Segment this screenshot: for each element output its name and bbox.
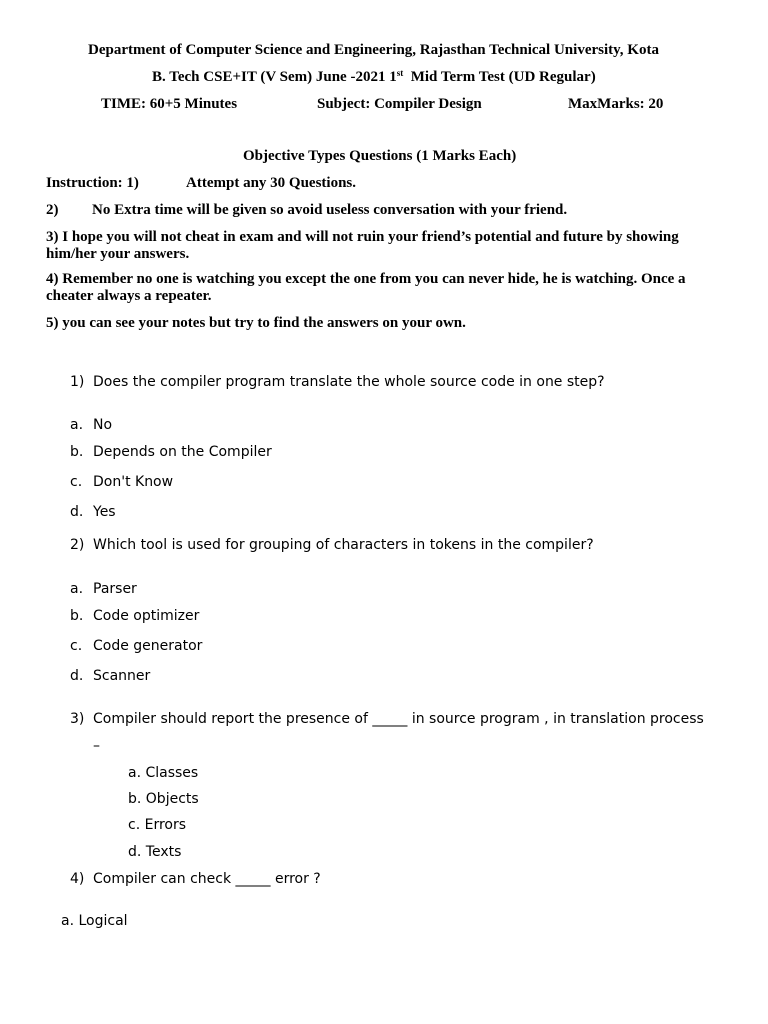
q2-option-d: Scanner — [93, 668, 151, 684]
q1-option-a: No — [93, 417, 113, 433]
q2-option-c-label: c. — [70, 638, 83, 654]
q2-option-a-label: a. — [70, 581, 84, 597]
q1-option-d: Yes — [93, 504, 116, 520]
question-1-number: 1) — [70, 374, 85, 390]
course-line-main: B. Tech CSE+IT (V Sem) June -2021 1 — [152, 69, 397, 85]
q3-option-b: b. Objects — [128, 791, 199, 807]
instruction-3: 3) I hope you will not cheat in exam and will not ruin your friend’s potential and future by showing him/her your answers. — [46, 229, 679, 262]
subject-label: Subject: Compiler Design — [317, 96, 482, 112]
q1-option-c: Don't Know — [93, 474, 174, 490]
instruction-2-text: No Extra time will be given so avoid useless conversation with your friend. — [92, 202, 568, 218]
q2-option-d-label: d. — [70, 668, 84, 684]
q1-option-c-label: c. — [70, 474, 83, 490]
course-line — [152, 69, 596, 86]
q1-option-a-label: a. — [70, 417, 84, 433]
section-title: Objective Types Questions (1 Marks Each) — [243, 148, 517, 164]
time-label: TIME: 60+5 Minutes — [101, 96, 238, 112]
question-2-number: 2) — [70, 537, 85, 553]
instruction-2-label: 2) — [46, 202, 59, 218]
question-3-number: 3) — [70, 711, 85, 727]
question-1-text: Does the compiler program translate the whole source code in one step? — [93, 374, 605, 390]
instruction-1-text: Attempt any 30 Questions. — [186, 175, 357, 191]
q1-option-b: Depends on the Compiler — [93, 444, 272, 460]
question-4-number: 4) — [70, 871, 85, 887]
question-4-text: Compiler can check _____ error ? — [93, 871, 321, 887]
q2-option-a: Parser — [93, 581, 137, 597]
q2-option-c: Code generator — [93, 638, 203, 654]
department-heading: Department of Computer Science and Engineering, Rajasthan Technical University, Kota — [88, 42, 659, 58]
q3-option-a: a. Classes — [128, 765, 199, 781]
q2-option-b: Code optimizer — [93, 608, 200, 624]
q1-option-d-label: d. — [70, 504, 84, 520]
instruction-1-label: Instruction: 1) — [46, 175, 139, 191]
q3-option-d: d. Texts — [128, 844, 182, 860]
q3-option-c: c. Errors — [128, 817, 187, 833]
course-line-rest: Mid Term Test (UD Regular) — [410, 69, 596, 85]
course-line-sup: st — [396, 68, 404, 78]
q1-option-b-label: b. — [70, 444, 84, 460]
q4-option-a: a. Logical — [61, 913, 128, 929]
q2-option-b-label: b. — [70, 608, 84, 624]
question-3-text-continued: – — [93, 738, 100, 754]
question-3-text: Compiler should report the presence of _____ in source program , in translation process — [93, 711, 704, 727]
max-marks-label: MaxMarks: 20 — [568, 96, 664, 112]
instruction-5: 5) you can see your notes but try to find the answers on your own. — [46, 315, 466, 331]
question-2-text: Which tool is used for grouping of characters in tokens in the compiler? — [93, 537, 594, 553]
instruction-4: 4) Remember no one is watching you except the one from you can never hide, he is watching. Once a cheater always a repeater. — [46, 271, 686, 304]
